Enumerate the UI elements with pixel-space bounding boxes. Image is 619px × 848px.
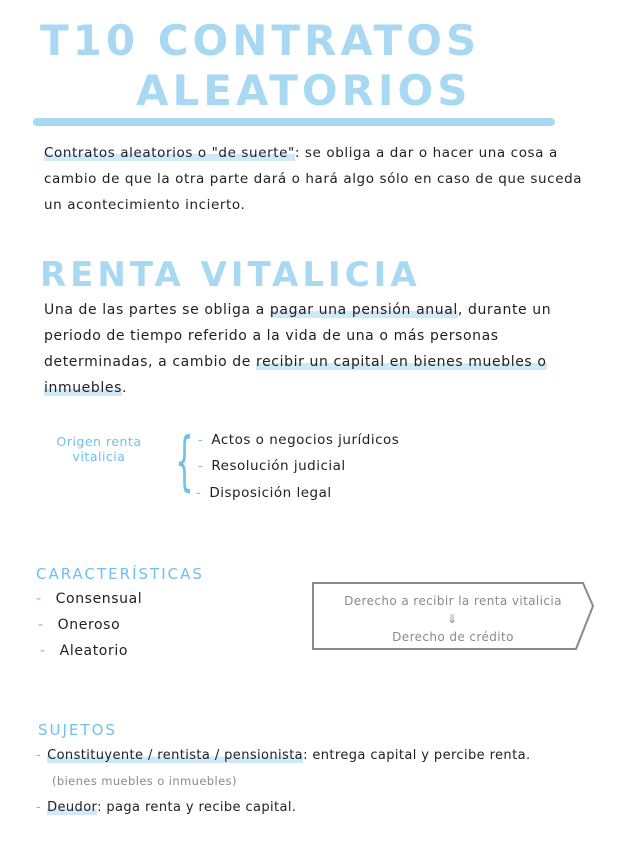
sujeto-description: : entrega capital y percibe renta. bbox=[303, 748, 531, 763]
page-title-line-2: ALEATORIOS bbox=[136, 66, 472, 115]
origin-item: - Disposición legal bbox=[196, 485, 332, 501]
renta-text-a: Una de las partes se obliga a bbox=[44, 302, 270, 318]
characteristic-item: - Aleatorio bbox=[40, 643, 128, 659]
origin-item: - Resolución judicial bbox=[198, 458, 346, 474]
derecho-box-line1: Derecho a recibir la renta vitalicia bbox=[344, 594, 562, 608]
section-heading-renta: RENTA VITALICIA bbox=[40, 255, 421, 295]
sujeto-item: - Deudor: paga renta y recibe capital. bbox=[36, 800, 297, 815]
characteristic-item: - Oneroso bbox=[38, 617, 121, 633]
sujeto-term: Deudor bbox=[47, 800, 98, 815]
title-underline bbox=[33, 118, 555, 126]
renta-text-c: . bbox=[121, 380, 128, 396]
sujeto-subnote: (bienes muebles o inmuebles) bbox=[52, 774, 237, 788]
origin-item-label: Disposición legal bbox=[209, 485, 332, 501]
renta-paragraph bbox=[44, 297, 604, 401]
renta-highlight-2: recibir un capital en bienes muebles o inmuebles bbox=[44, 354, 547, 396]
origin-label: Origen renta vitalicia bbox=[56, 434, 142, 464]
renta-highlight-1: pagar una pensión anual bbox=[269, 302, 458, 318]
characteristic-label: Oneroso bbox=[57, 617, 121, 633]
page-title-line-1: T10 CONTRATOS bbox=[40, 16, 481, 65]
sujeto-term: Constituyente / rentista / pensionista bbox=[47, 748, 304, 763]
sujeto-description: : paga renta y recibe capital. bbox=[97, 800, 297, 815]
section-label-sujetos: SUJETOS bbox=[38, 721, 117, 739]
sujeto-item: - Constituyente / rentista / pensionista: entrega capital y percibe renta. bbox=[36, 748, 531, 763]
characteristic-label: Aleatorio bbox=[59, 643, 128, 659]
origin-item: - Actos o negocios jurídicos bbox=[198, 432, 400, 448]
intro-definition: : se obliga a dar o hacer una cosa a cambio de que la otra parte dará o hará algo sólo en caso de que suceda un acontecimiento incierto. bbox=[44, 145, 583, 213]
renta-text-b: , durante un periodo de tiempo referido a la vida de una o más personas determinadas, a cambio de bbox=[44, 302, 552, 370]
characteristic-item: - Consensual bbox=[36, 591, 143, 607]
characteristic-label: Consensual bbox=[55, 591, 143, 607]
origin-item-label: Actos o negocios jurídicos bbox=[211, 432, 400, 448]
origin-item-label: Resolución judicial bbox=[211, 458, 346, 474]
curly-brace-icon: { bbox=[175, 425, 194, 499]
section-label-caracteristicas: CARACTERÍSTICAS bbox=[36, 565, 204, 583]
intro-term: Contratos aleatorios o "de suerte" bbox=[44, 145, 295, 161]
derecho-box-line2: Derecho de crédito bbox=[392, 630, 514, 644]
down-arrow-icon: ⇓ bbox=[446, 612, 458, 626]
intro-paragraph bbox=[44, 140, 604, 218]
derecho-box bbox=[312, 582, 594, 650]
